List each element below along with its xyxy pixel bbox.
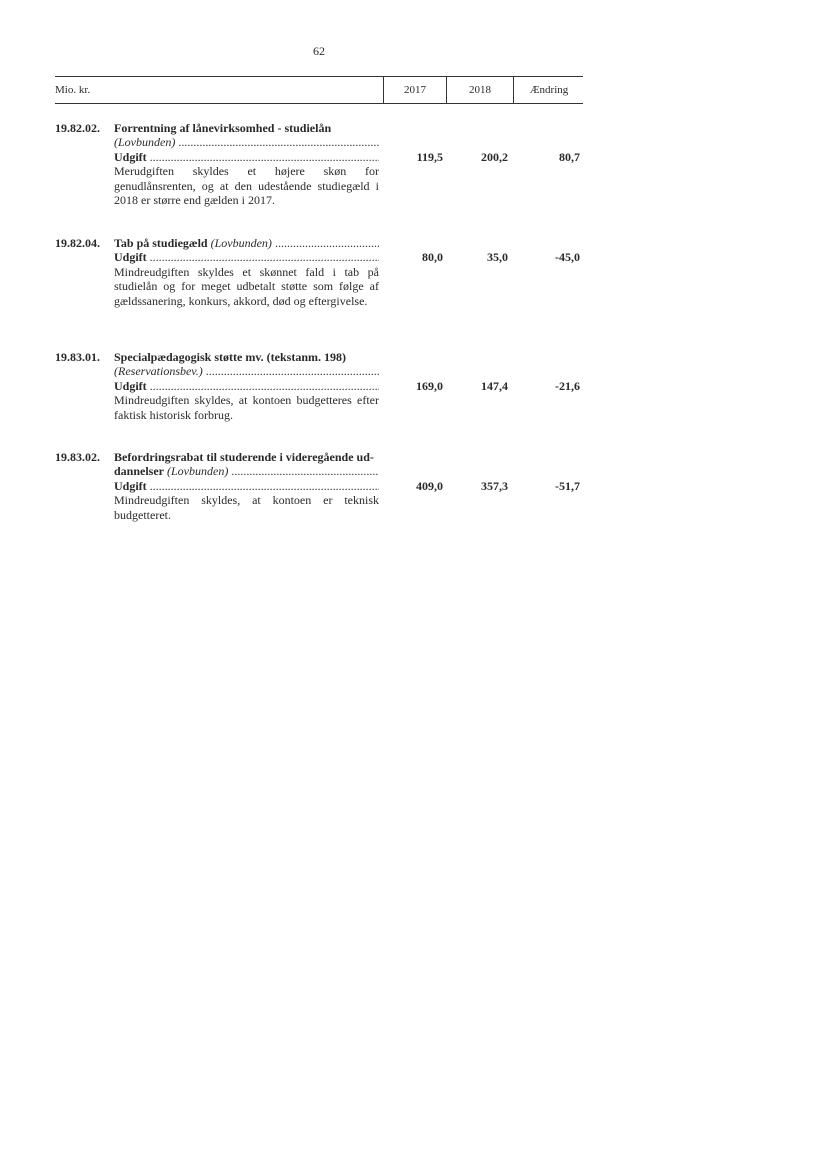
entry-description: Mindreudgiften skyldes, at kontoen budgetteres efter faktisk historisk forbrug. <box>114 393 379 422</box>
entry-title: Tab på studiegæld <box>114 236 208 250</box>
account-code: 19.82.02. <box>55 121 100 135</box>
value-2018: 200,2 <box>481 149 508 164</box>
value-change: -45,0 <box>555 250 580 265</box>
value-change: -21,6 <box>555 378 580 393</box>
entry-title-continued: dannelser <box>114 464 165 479</box>
entry-body <box>114 121 379 207</box>
value-2017: 169,0 <box>416 378 443 393</box>
value-2018: 35,0 <box>487 250 508 265</box>
udgift-label: Udgift ..... <box>114 250 379 264</box>
table-header <box>55 76 583 104</box>
udgift-label: Udgift ..... <box>114 479 379 493</box>
value-2018: 357,3 <box>481 478 508 493</box>
account-code: 19.83.01. <box>55 350 100 364</box>
entry-title: Forrentning af lånevirksomhed - studielån <box>114 121 332 135</box>
entry-body <box>114 350 379 422</box>
entry-description: Mindreudgiften skyldes, at kontoen er teknisk budgetteret. <box>114 493 379 522</box>
entry-subtitle: (Lovbunden) ..... <box>114 135 379 149</box>
column-header-2017: 2017 <box>383 77 446 103</box>
entry-subtitle: (Lovbunden) ..... <box>211 236 379 250</box>
entry-title: Befordringsrabat til studerende i videregående ud- <box>114 450 374 464</box>
value-change: -51,7 <box>555 478 580 493</box>
account-code: 19.83.02. <box>55 450 100 464</box>
value-2018: 147,4 <box>481 378 508 393</box>
value-2017: 119,5 <box>416 149 443 164</box>
account-code: 19.82.04. <box>55 236 100 250</box>
entry-subtitle: (Lovbunden) ..... <box>167 464 379 478</box>
entry-description: Merudgiften skyldes et højere skøn for genudlånsrenten, og at den udestående studiegæld i 2018 er større end gælden i 2017. <box>114 164 379 208</box>
udgift-label: Udgift ..... <box>114 150 379 164</box>
entry-description: Mindreudgiften skyldes et skønnet fald i tab på studielån og for meget udbetalt støtte som følge af gældssanering, konkurs, akkord, død og eftergivelse. <box>114 264 379 308</box>
page-number: 62 <box>313 44 325 58</box>
column-header-change: Ændring <box>513 77 584 103</box>
column-header-2018: 2018 <box>446 77 513 103</box>
value-change: 80,7 <box>559 149 580 164</box>
value-2017: 80,0 <box>422 250 443 265</box>
unit-label: Mio. kr. <box>55 84 91 96</box>
entry-body <box>114 236 379 308</box>
value-2017: 409,0 <box>416 478 443 493</box>
udgift-label: Udgift ..... <box>114 379 379 393</box>
entry-title: Specialpædagogisk støtte mv. (tekstanm. 198) <box>114 350 347 364</box>
entry-subtitle: (Reservationsbev.) ..... <box>114 364 379 378</box>
